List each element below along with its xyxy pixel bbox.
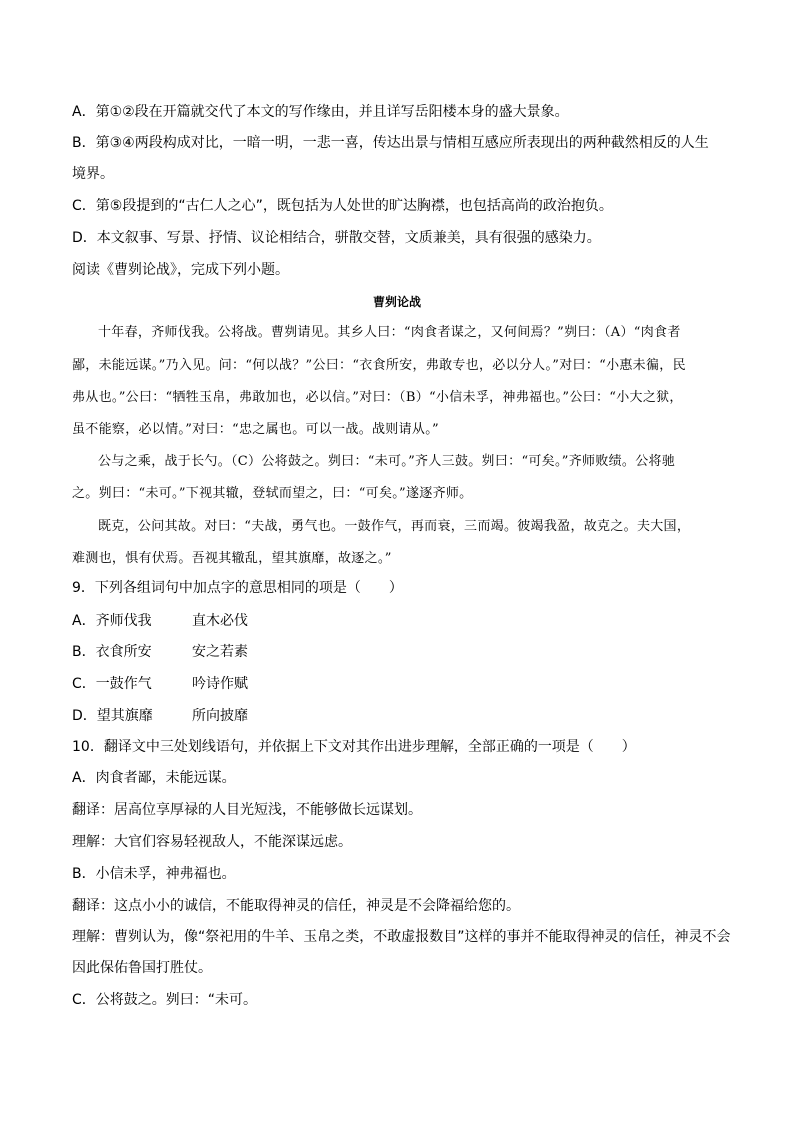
option-left: B．衣食所安 xyxy=(72,644,152,660)
question-9-option-c xyxy=(72,674,248,694)
passage-title: 曹刿论战 xyxy=(372,295,421,309)
passage-p1-line: 十年春，齐师伐我。公将战。曹刿请见。其乡人曰：“肉食者谋之，又何间焉？”刿曰：（A）“肉食者 xyxy=(98,325,681,340)
question-10-option-a-understanding: 理解：大官们容易轻视敌人，不能深谋远虑。 xyxy=(72,834,352,850)
passage-p1-line: 虽不能察，必以情。”对曰：“忠之属也。可以一战。战则请从。” xyxy=(72,422,439,437)
option-left: C．一鼓作气 xyxy=(72,676,152,692)
option-c-prev: C．第⑤段提到的“古仁人之心”，既包括为人处世的旷达胸襟，也包括高尚的政治抱负。 xyxy=(72,198,613,214)
option-right: 直木必伐 xyxy=(192,613,248,629)
question-10-option-b: B．小信未孚，神弗福也。 xyxy=(72,866,236,882)
question-9-option-a xyxy=(72,611,248,631)
option-b-prev-line1: B．第③④两段构成对比，一暗一明，一悲一喜，传达出景与情相互感应所表现出的两种截然相反的人生 xyxy=(72,135,709,151)
question-10-option-b-understanding-line2: 因此保佑鲁国打胜仗。 xyxy=(72,960,212,976)
question-10-stem: 10．翻译文中三处划线语句，并依据上下文对其作出进步理解，全部正确的一项是（ ） xyxy=(72,739,636,755)
option-left: D．望其旗靡 xyxy=(72,708,153,724)
option-right: 吟诗作赋 xyxy=(192,676,248,692)
passage-p2-line: 公与之乘，战于长勺。（C）公将鼓之。刿曰：“未可。”齐人三鼓。刿曰：“可矣。”齐师败绩。公将驰 xyxy=(98,454,676,469)
passage-p2-line: 之。刿曰：“未可。”下视其辙，登轼而望之，曰：“可矣。”遂逐齐师。 xyxy=(72,486,473,501)
question-9-option-d xyxy=(72,706,248,726)
question-10-option-b-translation: 翻译：这点小小的诚信，不能取得神灵的信任，神灵是不会降福给您的。 xyxy=(72,898,520,914)
question-9-stem: 9．下列各组词句中加点字的意思相同的项是（ ） xyxy=(72,580,403,596)
option-b-prev-line2: 境界。 xyxy=(72,166,114,182)
option-left: A．齐师伐我 xyxy=(72,613,152,629)
question-10-option-a-translation: 翻译：居高位享厚禄的人目光短浅，不能够做长远谋划。 xyxy=(72,802,422,818)
question-10-option-a: A．肉食者鄙，未能远谋。 xyxy=(72,770,236,786)
option-right: 所向披靡 xyxy=(192,708,248,724)
passage-p3-line: 既克，公问其故。对曰：“夫战，勇气也。一鼓作气，再而衰，三而竭。彼竭我盈，故克之。夫大国， xyxy=(98,519,691,534)
option-right: 安之若素 xyxy=(192,644,248,660)
passage-p3-line: 难测也，惧有伏焉。吾视其辙乱，望其旗靡，故逐之。” xyxy=(72,551,392,566)
option-d-prev: D．本文叙事、写景、抒情、议论相结合，骈散交替，文质兼美，具有很强的感染力。 xyxy=(72,230,601,246)
question-10-option-b-understanding-line1: 理解：曹刿认为，像“祭祀用的牛羊、玉帛之类，不敢虚报数目”这样的事并不能取得神灵的信任，神灵不会 xyxy=(72,929,731,945)
passage-p1-line: 弗从也。”公曰：“牺牲玉帛，弗敢加也，必以信。”对曰：（B）“小信未孚，神弗福也。”公曰：“小大之狱， xyxy=(72,390,683,405)
passage-p1-line: 鄙，未能远谋。”乃入见。问：“何以战？”公曰：“衣食所安，弗敢专也，必以分人。”对曰：“小惠未徧，民 xyxy=(72,358,686,373)
reading-intro: 阅读《曹刿论战》，完成下列小题。 xyxy=(72,262,289,278)
question-10-option-c: C．公将鼓之。刿曰：“未可。 xyxy=(72,992,258,1008)
option-a-prev: A．第①②段在开篇就交代了本文的写作缘由，并且详写岳阳楼本身的盛大景象。 xyxy=(72,104,569,120)
question-9-option-b xyxy=(72,642,248,662)
